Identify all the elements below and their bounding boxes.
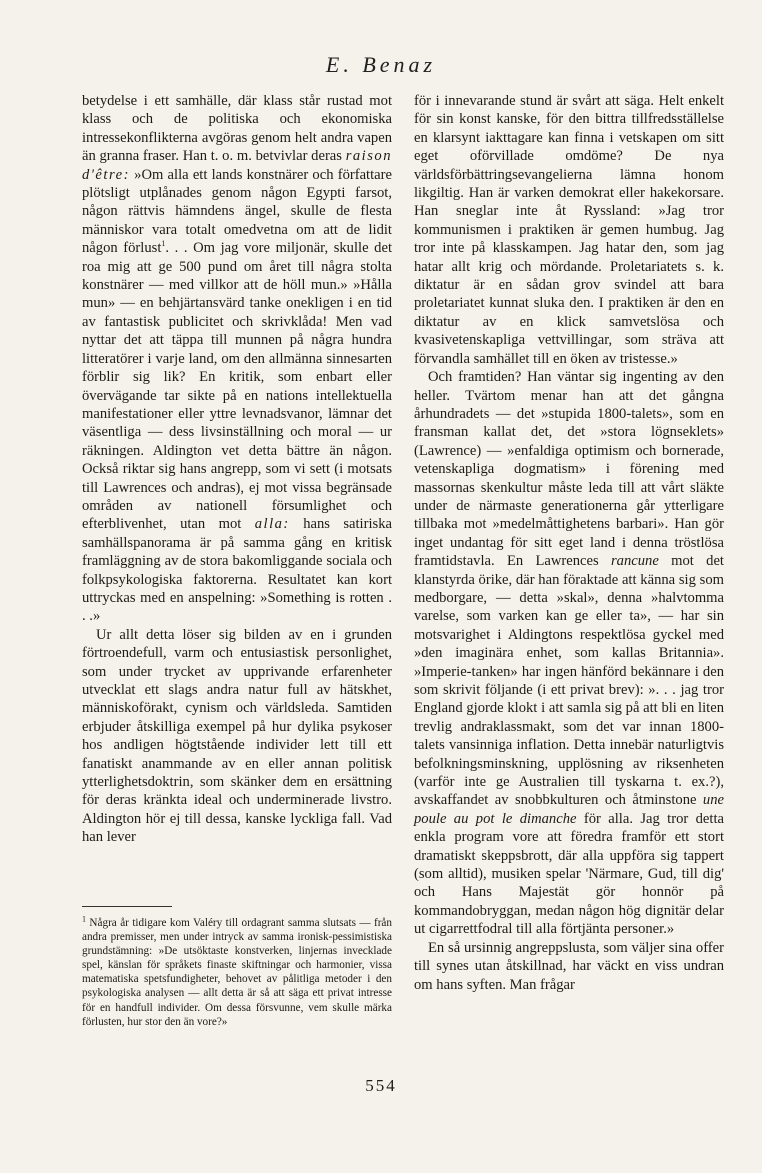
right-paragraph-1: för i innevarande stund är svårt att säga. Helt enkelt för sin konst kanske, för den bittra tillfredsställelse en klarsynt iakttagare kan finna i vetskapen om sitt eget oförvillade omdöme? De nya världsförbättringsevangelierna lämna honom likgiltig. Han är varken demokrat eller hakekorsare. Han sneglar inte åt Ryssland: »Jag tror kommunismen i praktiken är gemen humbug. Jag tror inte på klasskampen. Jag hatar den, som jag hatar allt krig och mördande. Proletariatets s. k. diktatur är en sådan grov svindel att bara proletariatet kunnat sluka den. I praktiken är den en diktatur av en klick samvetslösa och kvasivetenskapliga vettvillingar, som sträva att förvandla samhället till en öken av tristesse.» — [414, 93, 724, 367]
right-paragraph-3: En så ursinnig angreppslusta, som väljer sina offer till synes utan åtskillnad, har väckt en viss undran om hans syften. Man frågar — [414, 939, 724, 993]
footnote-divider — [82, 906, 172, 907]
running-head-title: E. Benaz — [325, 52, 437, 77]
rancune-italic: rancune — [611, 553, 659, 570]
footnote-reference: 1 — [161, 239, 166, 249]
footnote-marker: 1 — [82, 914, 86, 924]
page-number: 554 — [365, 1076, 397, 1095]
alla-italic: alla: — [254, 516, 290, 533]
raison-detre-italic: raison d'être: — [82, 148, 392, 183]
footnote — [82, 916, 392, 1029]
left-paragraph-1: betydelse i ett samhälle, där klass står rustad mot klass och de politiska och ekonomiska intressekonflikterna avgöras genom helt andra vapen än granna fraser. Han t. o. m. betvivlar deras raison d'être: »Om alla ett lands konstnärer och författare plötsligt utplånades genom någon Egypti farsot, någon rättvis hämndens ängel, skulle de flesta människor vara totalt omedvetna om att de lidit någon förlust$^1$. . . Om jag vore miljonär, skulle det roa mig att ge 500 pund om året till några stolta konstnärer — med villkor att de höll mun.» »Hålla mun» — en behjärtansvärd tanke onekligen i en tid av fantastisk publicitet och skrivklåda! Men vad nyttar det att täppa till munnen på några hundra litteratörer i varje land, om den allmänna sinnesarten förblir sig lik? En kritik, som enbart eller övervägande tar sikte på en nations intellektuella manifestationer eller yttre levnadsvanor, lämnar det väsentliga — dess livsinställning och moral — ur räkningen. Aldington vet detta bättre än någon. Också riktar sig hans angrepp, som vi sett (i motsats till Lawrences och andras), ej mot vissa begränsade områden av nationell försumlighet och efterblivenhet, utan mot alla: hans satiriska samhällspanorama är på samma gång en kritisk framläggning av de stora bakomliggande sociala och folkpsykologiska faktorerna. Resultatet kan kort uttryckas med en anspelning: »Something is rotten . . .» — [82, 93, 392, 625]
left-column — [82, 92, 392, 847]
left-paragraph-2: Ur allt detta löser sig bilden av en i grunden förtroendefull, varm och entusiastisk personlighet, som under trycket av upprivande erfarenheter utvecklat ett slags andra natur full av hätskhet, människoförakt, cynism och världsleda. Samtiden erbjuder åtskilliga exempel på hur dylika psykoser hos andligen högtstående individer lett till ett fanatiskt anammande av en eller annan politisk ytterlighetsdoktrin, som skänker dem en ersättning för deras kränkta ideal och underminerade livstro. Aldington hör ej till dessa, kanske lyckliga fall. Vad han lever — [82, 626, 392, 846]
right-column — [414, 92, 724, 994]
poule-au-pot-italic: une poule au pot le dimanche — [414, 792, 724, 827]
right-paragraph-2: Och framtiden? Han väntar sig ingenting av den heller. Tvärtom menar han att det gångna århundradets — det »stupida 1800-talets», som en fransman kallat det, det »stora lögnseklets» (Lawrence) — »enfaldiga optimism och bornerade, vetenskapliga dogmatism» i förening med massornas skenkultur måste leda till att vårt släkte under de närmaste generationerna går ytterligare tillbaka mot »medelmåttighetens barbari». Han gör inget undantag för sitt eget land i denna tröstlösa framtidstavla. En Lawrences rancune mot det klanstyrda örike, där han föraktade att känna sig som medborgare, — detta »skal», denna »halvtomma varelse, som varken kan ge eller ta», — har sin motsvarighet i Aldingtons respektlösa gyckel med »den imaginära enhet, som kallas Britannia». »Imperie-tanken» har ingen hänförd bekännare i den som skrivit följande (i ett privat brev): ». . . jag tror England gjorde klokt i att samla sig på att bli en liten trevlig andraklassmakt, som det var innan 1800-talets vansinniga inflation. Detta innebär naturligtvis befolkningsminskning, upplösning av riksenheten (varför inte ge Australien till tyskarna t. ex.?), avskaffandet av snobbkulturen och åtminstone une poule au pot le dimanche för alla. Jag tror detta enkla program vore att föredra framför ett stort dramatiskt skeppsbrott, där alla uppföra sig tappert (som alltid), musiken spelar 'Närmare, Gud, till dig' och Hans Majestät gör honnör på kommandobryggan, medan någon hög dignitär delar ut cigarrettfodral till alla förtjänta personer.» — [414, 369, 724, 938]
footnote-text: Några år tidigare kom Valéry till ordagrant samma slutsats — från andra premisser, men under intryck av samma ironisk-pessimistiska grundstämning: »De utsöktaste konstverken, linjernas invecklade spel, känslan för språkets finaste skiftningar och harmonier, vissa matematiska spetsfundigheter, behovet av pålitliga metoder i den psykologiska analysen — allt detta är så att säga ett privat intresse för en handfull individer. Om dessa försvunne, vem skulle märka förlusten, hur stor den än vore?» — [82, 917, 392, 1028]
